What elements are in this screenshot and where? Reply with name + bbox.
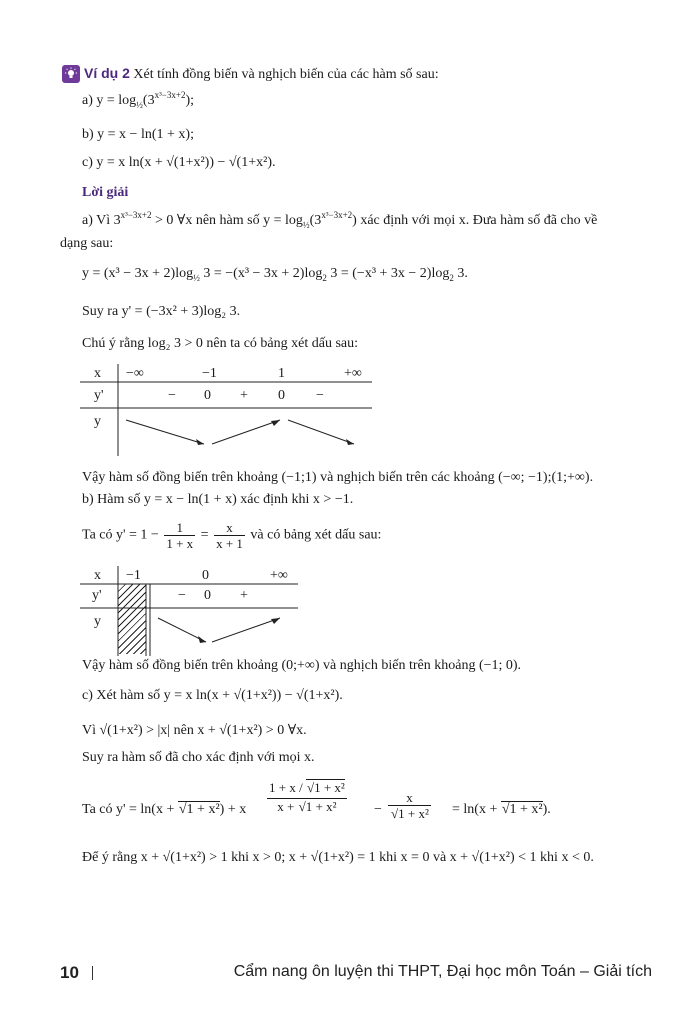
table-b-x-1: 0 [202,568,209,583]
table-a-x-2: 1 [278,366,285,381]
solution-c-note: Để ý rằng x + √(1+x²) > 1 khi x > 0; x + √(1+x²) = 1 khi x = 0 và x + √(1+x²) < 1 khi x < 0. [82,850,594,865]
solution-a-note: Chú ý rằng log₂ 3 > 0 nên ta có bảng xét dấu sau: [82,336,358,351]
book-title: Cẩm nang ôn luyện thi THPT, Đại học môn Toán – Giải tích [233,963,652,980]
table-a-label-yprime: y' [94,388,104,403]
solution-heading: Lời giải [82,185,129,200]
table-b-sign-0: − [178,588,186,603]
table-a-sign-0: − [168,388,176,403]
table-a-sign-1: 0 [204,388,211,403]
solution-a-rewrite: $y = (x^3 - 3x + 2)\log_{\frac{1}{2}}$ $3 = -(x^3 - 3x + 2)\log_2$ $3 = (-x^3 + 3x - 2)\log_2$ 3. [82,266,468,283]
solution-b-derivative: Ta có y' = 1 − $\frac{1}{1 + x}$ = $\frac{x}{x + 1}$ và có bảng xét dấu sau: [82,520,382,551]
example-prompt: Xét tính đồng biến và nghịch biến của các hàm số sau: [133,67,439,82]
example-header [84,65,439,83]
footer-divider [92,966,93,980]
table-b-label-y: y [94,614,101,629]
table-b-x-0: −1 [126,568,141,583]
solution-a-derivative: Suy ra y' = (−3x² + 3)log₂ 3. [82,304,241,319]
table-b-x-2: +∞ [270,568,288,583]
solution-c-since: Vì √(1+x²) > |x| nên x + √(1+x²) > 0 ∀x. [82,723,307,738]
item-a: a) $y = \log_{\frac{1}{2}}(3^{x^3-3x+2})$; [82,90,195,110]
solution-c-defined: Suy ra hàm số đã cho xác định với mọi x. [82,750,315,765]
table-a-x-0: −∞ [126,366,144,381]
table-a-x-3: +∞ [344,366,362,381]
table-a-sign-4: − [316,388,324,403]
table-a-sign-3: 0 [278,388,285,403]
solution-c-intro: c) Xét hàm số y = x ln(x + √(1+x²)) − √(1+x²). [82,688,343,703]
table-b-label-x: x [94,568,101,583]
table-b-label-yprime: y' [92,588,102,603]
solution-a-conclusion: Vậy hàm số đồng biến trên khoảng (−1;1) và nghịch biến trên các khoảng (−∞; −1);(1;+∞). [82,470,594,485]
solution-b-intro: b) Hàm số y = x − ln(1 + x) xác định khi x > −1. [82,492,354,507]
lightbulb-icon [62,65,80,83]
table-a-label-x: x [94,366,101,381]
solution-a-intro: a) Vì $3^{x^3-3x+2} > 0$ ∀x nên hàm số $y = \log_{\frac{1}{2}}(3^{x^3-3x+2})$ xác định với mọi x. Đưa hàm số đã cho về [82,210,598,230]
solution-a-intro2: dạng sau: [60,236,114,251]
table-b-sign-1: 0 [204,588,211,603]
table-a-label-y: y [94,414,101,429]
item-c: c) y = x ln(x + √(1+x²)) − √(1+x²). [82,155,276,170]
table-b-sign-2: + [240,588,248,603]
page-number: 10 [60,963,79,982]
example-title: Ví dụ 2 [84,65,130,81]
table-a-sign-2: + [240,388,248,403]
table-a-x-1: −1 [202,366,217,381]
solution-b-conclusion: Vậy hàm số đồng biến trên khoảng (0;+∞) và nghịch biến trên khoảng (−1; 0). [82,658,522,673]
item-b: b) y = x − ln(1 + x); [82,127,194,142]
